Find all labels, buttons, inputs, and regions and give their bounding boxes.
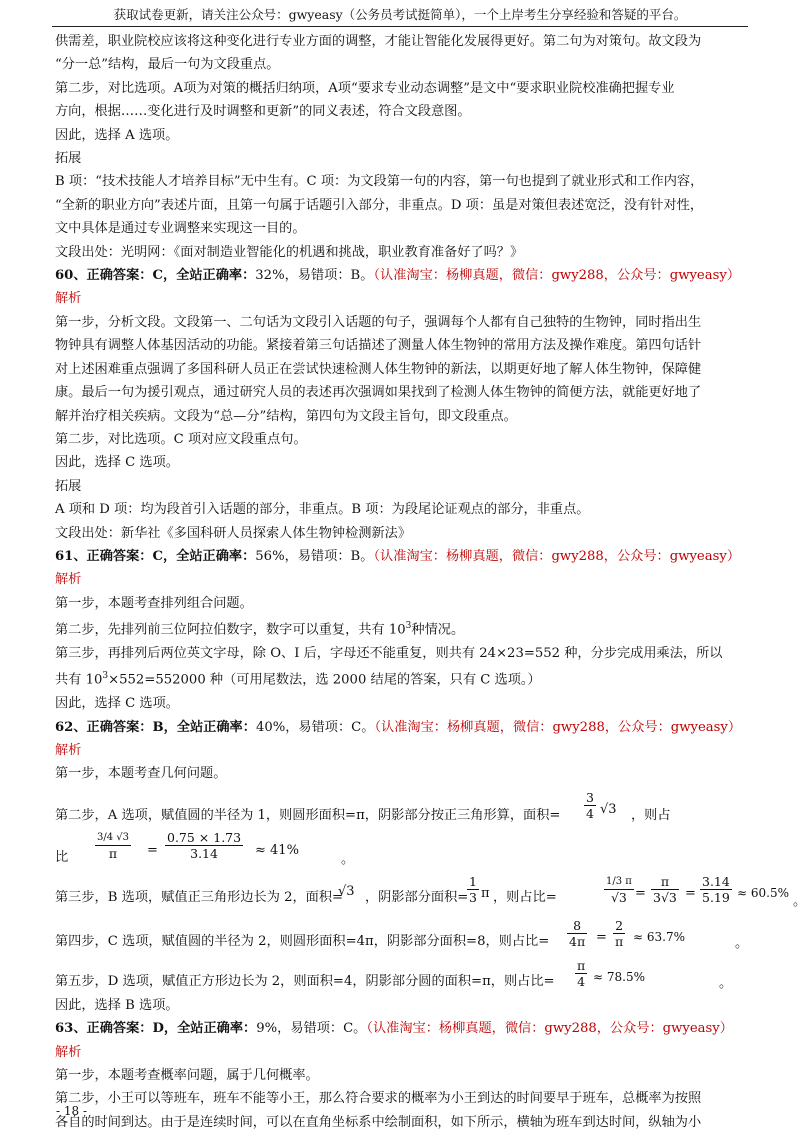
answer-header: [55, 264, 745, 287]
approx-result: ≈ 60.5%: [737, 885, 789, 900]
question-61: [55, 545, 745, 716]
paragraph-line: 第二步，小王可以等班车，班车不能等小王，那么符合要求的概率为小王到达的时间要早于班车，总概率为按照: [55, 1091, 702, 1107]
fraction-denominator: 4π: [569, 933, 586, 949]
text-run: 。: [793, 893, 806, 909]
paragraph-line: 第一步，本题考查概率问题，属于几何概率。: [55, 1068, 319, 1083]
text-run: 第三步，B 选项，赋值正三角形边长为 2，面积=: [55, 889, 344, 905]
paragraph-line: “全新的职业方向”表述片面，且第一句属于话题引入部分，非重点。D 项：虽是对策但表述宽泛，没有针对性，: [55, 197, 704, 213]
paragraph-line: 第二步，对比选项。C 项对应文段重点句。: [55, 431, 307, 447]
wrong-option: ，易错项：B。: [284, 548, 374, 564]
paragraph-line: A 项和 D 项：均为段首引入话题的部分，非重点。B 项：为段尾论证观点的部分，非重点。: [55, 502, 590, 518]
sqrt-expression: √3: [338, 883, 355, 899]
promo-text: （认准淘宝：杨柳真题，微信：gwy288，公众号：gwyeasy）: [373, 548, 741, 564]
fraction-denominator: 3.14: [190, 845, 218, 861]
paragraph-line: [55, 665, 745, 692]
fraction-denominator: 3: [469, 889, 477, 905]
promo-text: （认准淘宝：杨柳真题，微信：gwy288，公众号：gwyeasy）: [374, 719, 742, 735]
exponent: 3: [405, 621, 412, 632]
fraction-denominator: √3: [610, 889, 627, 905]
text-run: ，则占比=: [493, 889, 557, 905]
wrong-option: ，易错项：B。: [284, 268, 374, 284]
paragraph-line: 供需差，职业院校应该将这种变化进行专业方面的调整，才能让智能化发展得更好。第二句为对策句。故文段为: [55, 34, 702, 49]
text-run: 第五步，D 选项，赋值正方形边长为 2，则面积=4，阴影部分圆的面积=π，则占比=: [55, 973, 555, 989]
paragraph-line: 第一步，本题考查几何问题。: [55, 766, 227, 782]
math-step-4: [55, 916, 749, 958]
paragraph-line: 第二步，对比选项。A项为对策的概括归纳项，A项“要求专业动态调整”是文中“要求职业院校准确把握专业: [55, 80, 675, 96]
paragraph-line: B 项：“技术技能人才培养目标”无中生有。C 项：为文段第一句的内容，第一句也提到了就业形式和工作内容，: [55, 174, 704, 190]
math-step-2: [55, 790, 745, 828]
equals-sign: =: [147, 842, 158, 858]
promo-text: （认准淘宝：杨柳真题，微信：gwy288，公众号：gwyeasy）: [366, 1021, 733, 1037]
wrong-option: ，易错项：C。: [277, 1021, 367, 1037]
fraction-numerator: 2: [613, 918, 625, 934]
answer-header: [55, 716, 745, 739]
paragraph-line: 康。最后一句为援引观点，通过研究人员的表述再次强调如果找到了检测人体生物钟的简便方法，就能更好地了: [55, 385, 702, 401]
accuracy-rate: 9%: [256, 1021, 278, 1037]
paragraph-line: [55, 615, 745, 642]
equals-sign: =: [596, 929, 607, 945]
paragraph-line: 解并治疗相关疾病。文段为“总—分”结构，第四句为文段主旨句，即文段重点。: [55, 408, 517, 424]
fraction-denominator: 4: [586, 805, 594, 821]
text-run: ×552=552000 种（可用尾数法，选 2000 结尾的答案，只有 C 选项。）: [108, 672, 541, 688]
fraction: [584, 790, 596, 821]
fraction: [604, 874, 634, 905]
text-run: ，阴影部分面积=: [365, 889, 469, 905]
text-run: 共有 10: [55, 672, 103, 688]
fraction-denominator: 4: [577, 973, 586, 989]
section-label-tuozhan: 拓展: [55, 478, 82, 494]
answer-label: 60、正确答案：C，全站正确率：: [55, 268, 256, 284]
exponent: 3: [102, 671, 109, 682]
accuracy-rate: 40%: [255, 719, 286, 735]
paragraph-line: 第三步，再排列后两位英文字母，除 O、I 后，字母还不能重复，则共有 24×23=552 种，分步完成用乘法，所以: [55, 645, 723, 661]
fraction-numerator: 3/4 √3: [95, 830, 131, 846]
page-number: - 18 -: [56, 1104, 88, 1118]
section-label-jiexi: 解析: [55, 572, 82, 588]
text-run: 种情况。: [411, 622, 465, 638]
fraction: [95, 830, 131, 861]
paragraph-line: 第一步，本题考查排列组合问题。: [55, 595, 253, 611]
question-62: [55, 716, 806, 1018]
fraction-numerator: 1: [469, 873, 477, 889]
approx-result: ≈ 41%: [255, 842, 299, 858]
fraction: [651, 874, 679, 905]
wrong-option: ，易错项：C。: [285, 719, 375, 735]
text-run: 。: [735, 935, 749, 951]
fraction-numerator: 0.75 × 1.73: [167, 829, 242, 845]
paragraph-line: “分一总”结构，最后一句为文段重点。: [55, 57, 280, 73]
fraction-denominator: π: [108, 845, 118, 861]
paragraph-line: 因此，选择 B 选项。: [55, 997, 179, 1013]
source-line: 文段出处：新华社《多国科研人员探索人体生物钟检测新法》: [55, 525, 412, 541]
equals-sign: =: [685, 885, 696, 901]
text-run: 第二步，A 选项，赋值圆的半径为 1，则圆形面积=π，阴影部分按正三角形算，面积=: [55, 807, 561, 823]
paragraph-line: 方向，根据……变化进行及时调整和更新”的同义表述，符合文段意图。: [55, 104, 471, 120]
fraction-numerator: 8: [567, 918, 587, 934]
sqrt-expression: √3: [600, 801, 617, 817]
answer-label: 61、正确答案：C，全站正确率：: [55, 548, 256, 564]
fraction-numerator: 1/3 π: [604, 874, 634, 890]
paragraph-line: 因此，选择 C 选项。: [55, 455, 179, 471]
document-body: [55, 30, 806, 1134]
text-run: 。: [719, 975, 733, 991]
pi-symbol: π: [481, 885, 490, 901]
fraction-numerator: π: [651, 874, 679, 890]
fraction-denominator: 5.19: [702, 889, 730, 905]
math-step-2-ratio: [55, 828, 745, 868]
page-header: 获取试卷更新，请关注公众号：gwyeasy（公务员考试挺简单），一个上岸考生分享经验和答疑的平台。: [113, 7, 687, 22]
answer-label: 63、正确答案：D，全站正确率：: [55, 1021, 257, 1037]
section-label-tuozhan: 拓展: [55, 151, 82, 167]
paragraph-line: 对上述困难重点强调了多国科研人员正在尝试快速检测人体生物钟的新法，以期更好地了解人体生物钟，保障健: [55, 361, 702, 377]
fraction-numerator: 3.14: [702, 873, 730, 889]
question-63: [55, 1017, 745, 1134]
answer-header: [55, 1017, 745, 1040]
section-label-jiexi: 解析: [55, 1044, 82, 1060]
fraction-denominator: π: [615, 933, 624, 949]
header-divider: [52, 26, 748, 27]
paragraph-line: 第一步，分析文段。文段第一、二句话为文段引入话题的句子，强调每个人都有自己独特的生物钟，同时指出生: [55, 314, 702, 330]
math-step-5: [55, 958, 745, 994]
equals-sign: =: [635, 885, 646, 901]
section-label-jiexi: 解析: [55, 742, 82, 758]
text-run: 比: [55, 849, 69, 865]
text-run: 第四步，C 选项，赋值圆的半径为 2，则圆形面积=4π，阴影部分面积=8，则占比=: [55, 933, 550, 949]
paragraph-line: 文中具体是通过专业调整来实现这一目的。: [55, 221, 306, 237]
fraction: [567, 918, 587, 949]
paragraph-line: 因此，选择 A 选项。: [55, 127, 179, 143]
approx-result: ≈ 63.7%: [633, 929, 685, 944]
approx-result: ≈ 78.5%: [593, 969, 645, 984]
fraction: [575, 958, 587, 989]
answer-label: 62、正确答案：B，全站正确率：: [55, 719, 256, 735]
math-step-3: [55, 870, 806, 916]
section-label-jiexi: 解析: [55, 291, 82, 307]
accuracy-rate: 32%: [255, 268, 285, 284]
answer-header: [55, 545, 745, 568]
text-run: 。: [341, 851, 355, 867]
paragraph-line: 因此，选择 C 选项。: [55, 696, 179, 712]
paragraph-line: 物钟具有调整人体基因活动的功能。紧接着第三句话描述了测量人体生物钟的常用方法及操作难度。第四句话针: [55, 338, 702, 354]
paragraph-line: 各自的时间到达。由于是连续时间，可以在直角坐标系中绘制面积，如下所示，横轴为班车到达时间，纵轴为小: [55, 1114, 702, 1130]
text-run: ，则占: [631, 807, 671, 823]
fraction: [165, 830, 243, 861]
fraction-numerator: 3: [586, 789, 594, 805]
source-line: 文段出处：光明网：《面对制造业智能化的机遇和挑战，职业教育准备好了吗？》: [55, 244, 524, 260]
q59-continuation: [55, 30, 745, 264]
text-run: 第二步，先排列前三位阿拉伯数字，数字可以重复，共有 10: [55, 622, 406, 638]
fraction: [613, 918, 625, 949]
question-60: [55, 264, 745, 545]
fraction: [467, 874, 479, 905]
fraction: [700, 874, 732, 905]
fraction-numerator: π: [577, 957, 586, 973]
accuracy-rate: 56%: [255, 548, 285, 564]
promo-text: （认准淘宝：杨柳真题，微信：gwy288，公众号：gwyeasy）: [373, 268, 741, 284]
fraction-denominator: 3√3: [653, 889, 677, 905]
